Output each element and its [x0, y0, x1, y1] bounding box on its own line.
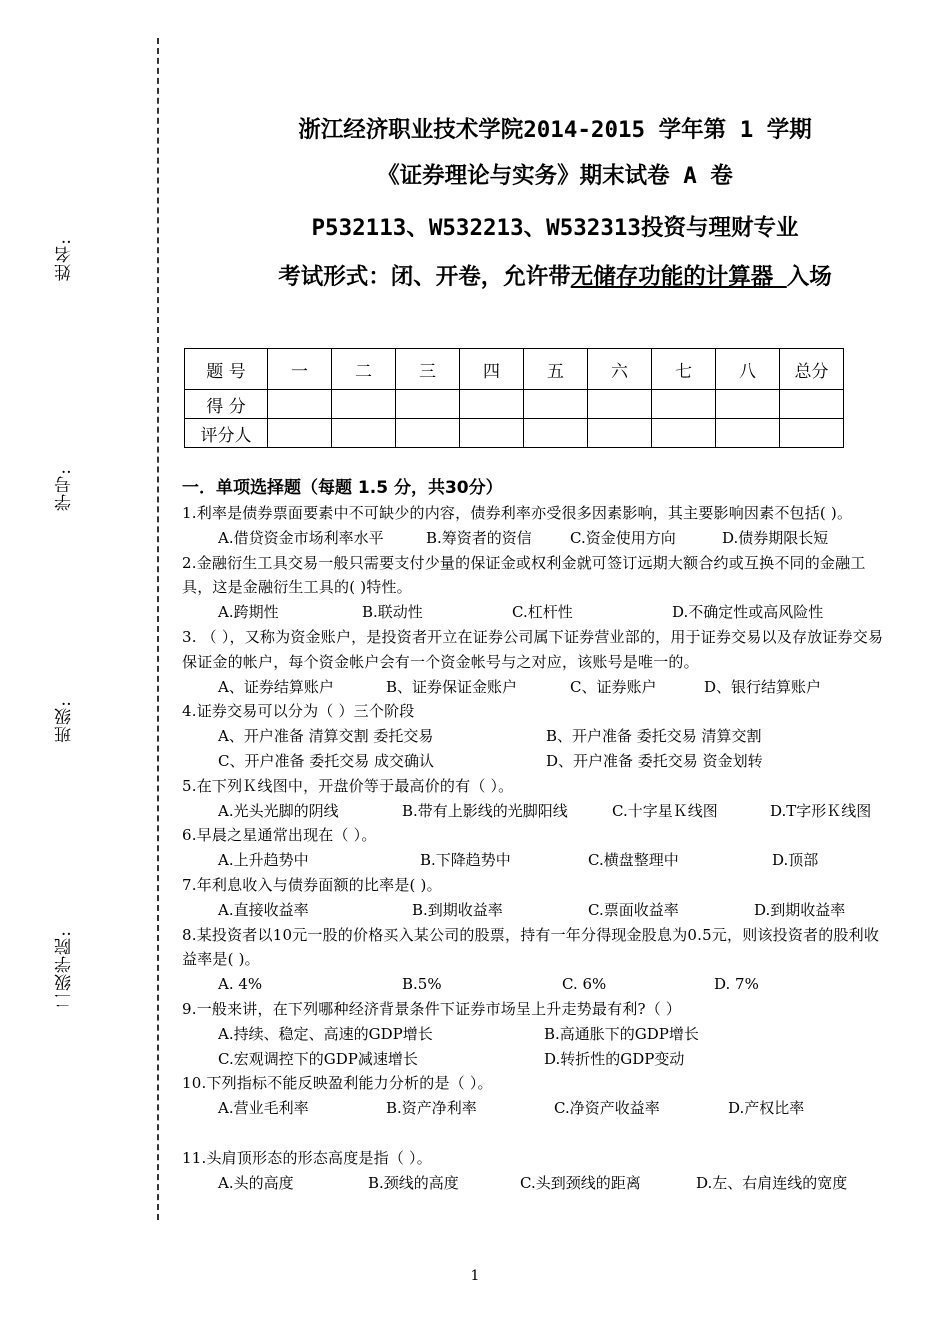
- score-header-cell: 八: [716, 349, 780, 390]
- student-id-label: 学号:: [55, 468, 75, 511]
- score-header-cell: 一: [268, 349, 332, 390]
- option: B.联动性: [362, 603, 423, 622]
- options-row: [182, 799, 892, 824]
- question-text: 2.金融衍生工具交易一般只需要支付少量的保证金或权利金就可签订远期大额合约或互换不同的金融工具，这是金融衍生工具的( )特性。: [182, 553, 866, 597]
- option: A.跨期性: [218, 603, 279, 622]
- binding-dashed-line: [157, 38, 159, 1220]
- score-header-cell: 二: [332, 349, 396, 390]
- option: C.净资产收益率: [554, 1099, 660, 1118]
- blank-line: [182, 1121, 892, 1146]
- option: A. 4%: [218, 975, 263, 994]
- option: B.筹资者的资信: [426, 528, 532, 547]
- score-cell: [460, 390, 524, 419]
- score-header-cell: 三: [396, 349, 460, 390]
- grader-cell: [588, 419, 652, 448]
- exam-title-course: 《证券理论与实务》期末试卷 A 卷: [377, 163, 733, 189]
- option: C. 6%: [562, 975, 607, 994]
- option: D、银行结算账户: [704, 677, 822, 696]
- option: A.上升趋势中: [218, 851, 309, 870]
- grader-cell: [332, 419, 396, 448]
- option: A.直接收益率: [218, 900, 309, 919]
- exam-format-calculator: 无储存功能的计算器: [570, 264, 787, 290]
- option: C.票面收益率: [588, 900, 679, 919]
- option: D.债券期限长短: [722, 528, 829, 547]
- school-label: 二级学院:: [55, 930, 75, 1009]
- question-text: 5.在下列Ｋ线图中，开盘价等于最高价的有（ ）。: [182, 776, 514, 795]
- option: D.转折性的GDP变动: [544, 1049, 685, 1068]
- question-text: 7.年利息收入与债券面额的比率是( )。: [182, 875, 442, 894]
- question-text: 3. （ ），又称为资金账户，是投资者开立在证券公司属下证券营业部的，用于证券交易以及存放证券交易保证金的帐户，每个资金帐户会有一个资金帐号与之对应，该账号是唯一的。: [182, 627, 884, 671]
- page-number: 1: [470, 1268, 480, 1284]
- exam-title-school-term: 浙江经济职业技术学院2014-2015 学年第 1 学期: [298, 117, 812, 143]
- option: C.横盘整理中: [588, 851, 679, 870]
- option: B.颈线的高度: [368, 1173, 459, 1192]
- option: D.左、右肩连线的宽度: [696, 1173, 848, 1192]
- grader-row-label: 评分人: [185, 419, 268, 448]
- option: C、开户准备 委托交易 成交确认: [218, 751, 435, 770]
- option: C.杠杆性: [512, 603, 573, 622]
- options-row: [182, 600, 892, 625]
- options-row: [182, 1047, 892, 1072]
- grader-cell: [524, 419, 588, 448]
- score-table-header-row: [185, 349, 844, 390]
- option: B.下降趋势中: [420, 851, 511, 870]
- exam-format-suffix: 入场: [786, 264, 832, 290]
- section-title: 一．单项选择题（每题 1.5 分，共30分）: [182, 478, 503, 498]
- option: D.到期收益率: [754, 900, 846, 919]
- option: C.宏观调控下的GDP减速增长: [218, 1049, 418, 1068]
- score-header-cell: 四: [460, 349, 524, 390]
- option: B.到期收益率: [412, 900, 503, 919]
- name-label: 姓名:: [55, 238, 75, 281]
- score-row-label: 得 分: [185, 390, 268, 419]
- exam-format: [160, 259, 950, 291]
- option: B.带有上影线的光脚阳线: [402, 801, 568, 820]
- option: B.高通胀下的GDP增长: [544, 1024, 699, 1043]
- grader-cell: [268, 419, 332, 448]
- option: D.T字形Ｋ线图: [770, 801, 872, 820]
- score-cell: [268, 390, 332, 419]
- score-header-cell: 题 号: [185, 349, 268, 390]
- grader-cell: [780, 419, 844, 448]
- option: D.产权比率: [728, 1099, 805, 1118]
- score-cell: [652, 390, 716, 419]
- grader-cell: [652, 419, 716, 448]
- option: A、证券结算账户: [218, 677, 334, 696]
- option: B.资产净利率: [386, 1099, 477, 1118]
- question-text: 4.证券交易可以分为（ ）三个阶段: [182, 702, 415, 721]
- question-text: 1.利率是债券票面要素中不可缺少的内容，债券利率亦受很多因素影响，其主要影响因素不包括( )。: [182, 504, 853, 522]
- question-text: 6.早晨之星通常出现在（ ）。: [182, 826, 377, 845]
- option: A.头的高度: [218, 1173, 294, 1192]
- score-cell: [332, 390, 396, 419]
- options-row: [182, 1171, 892, 1196]
- exam-format-prefix: 考试形式：闭、开卷，允许带: [278, 264, 571, 290]
- option: A.光头光脚的阴线: [218, 801, 339, 820]
- question-text: 8.某投资者以10元一股的价格买入某公司的股票，持有一年分得现金股息为0.5元，则该投资者的股利收益率是( )。: [182, 925, 880, 969]
- option: B、开户准备 委托交易 清算交割: [546, 727, 762, 746]
- option: C.十字星Ｋ线图: [612, 801, 718, 820]
- score-cell: [588, 390, 652, 419]
- option: A.营业毛利率: [218, 1099, 309, 1118]
- options-row: [182, 749, 892, 774]
- score-row: [185, 390, 844, 419]
- class-label: 班级:: [55, 700, 75, 743]
- option: C、证券账户: [570, 677, 657, 696]
- question-text: 11.头肩顶形态的形态高度是指（ ）。: [182, 1148, 432, 1167]
- exam-title-majors: P532113、W532213、W532313投资与理财专业: [311, 215, 799, 241]
- grader-cell: [460, 419, 524, 448]
- option: B.5%: [402, 975, 442, 994]
- option: A.借贷资金市场利率水平: [218, 528, 384, 547]
- option: B、证券保证金账户: [386, 677, 518, 696]
- score-table: [184, 348, 844, 448]
- option: C.头到颈线的距离: [520, 1173, 641, 1192]
- score-header-cell: 六: [588, 349, 652, 390]
- question-text: 9.一般来讲，在下列哪种经济背景条件下证券市场呈上升走势最有利?（ ）: [182, 999, 682, 1018]
- options-row: [182, 972, 892, 997]
- grader-row: [185, 419, 844, 448]
- score-header-cell: 总分: [780, 349, 844, 390]
- options-row: [182, 1096, 892, 1121]
- questions-area: [182, 476, 892, 1195]
- options-row: [182, 724, 892, 749]
- option: D.顶部: [772, 851, 819, 870]
- question-text: 10.下列指标不能反映盈利能力分析的是（ ）。: [182, 1074, 493, 1093]
- option: A、开户准备 清算交割 委托交易: [218, 727, 434, 746]
- option: D、开户准备 委托交易 资金划转: [546, 751, 763, 770]
- options-row: [182, 848, 892, 873]
- score-cell: [396, 390, 460, 419]
- score-header-cell: 五: [524, 349, 588, 390]
- options-row: [182, 526, 892, 551]
- grader-cell: [396, 419, 460, 448]
- score-header-cell: 七: [652, 349, 716, 390]
- score-cell: [716, 390, 780, 419]
- options-row: [182, 675, 892, 700]
- options-row: [182, 898, 892, 923]
- options-row: [182, 1022, 892, 1047]
- option: C.资金使用方向: [570, 528, 676, 547]
- score-cell: [780, 390, 844, 419]
- option: D.不确定性或高风险性: [672, 603, 824, 622]
- option: A.持续、稳定、高速的GDP增长: [218, 1024, 433, 1043]
- grader-cell: [716, 419, 780, 448]
- score-cell: [524, 390, 588, 419]
- option: D. 7%: [714, 975, 759, 994]
